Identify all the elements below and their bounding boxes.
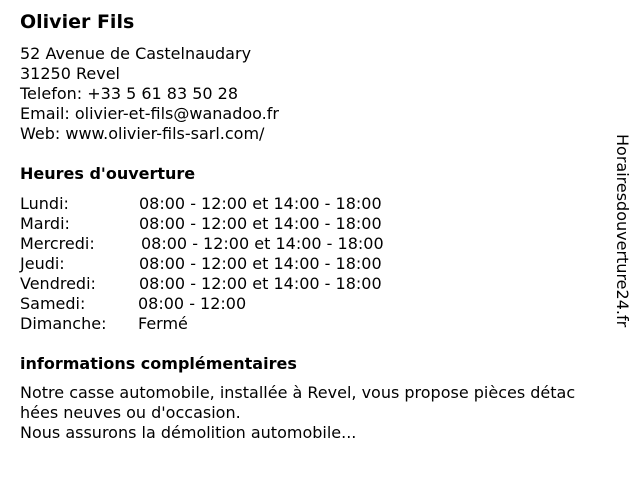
contact-block <box>20 44 279 144</box>
business-name: Olivier Fils <box>20 11 135 33</box>
day-label: Samedi: <box>20 294 86 313</box>
day-hours: 08:00 - 12:00 et 14:00 - 18:00 <box>139 214 382 233</box>
day-hours: 08:00 - 12:00 et 14:00 - 18:00 <box>139 194 382 213</box>
info-line: hées neuves ou d'occasion. <box>20 403 241 422</box>
address-city: 31250 Revel <box>20 64 120 83</box>
day-label: Mardi: <box>20 214 70 233</box>
day-hours: 08:00 - 12:00 <box>138 294 247 313</box>
day-hours: Fermé <box>138 314 188 333</box>
day-label: Vendredi: <box>20 274 96 293</box>
additional-info-heading: informations complémentaires <box>20 354 297 373</box>
day-hours: 08:00 - 12:00 et 14:00 - 18:00 <box>139 254 382 273</box>
day-label: Mercredi: <box>20 234 95 253</box>
phone-line: Telefon: +33 5 61 83 50 28 <box>20 84 239 103</box>
info-line: Notre casse automobile, installée à Revel, vous propose pièces détac <box>20 383 576 402</box>
day-label: Lundi: <box>20 194 69 213</box>
address-street: 52 Avenue de Castelnaudary <box>20 44 252 63</box>
website-line: Web: www.olivier-fils-sarl.com/ <box>20 124 265 143</box>
additional-info-text <box>20 383 620 443</box>
day-hours: 08:00 - 12:00 et 14:00 - 18:00 <box>141 234 384 253</box>
opening-hours-heading: Heures d'ouverture <box>20 164 196 183</box>
site-watermark: Horairesdouverture24.fr <box>613 134 632 328</box>
day-label: Dimanche: <box>20 314 107 333</box>
day-hours: 08:00 - 12:00 et 14:00 - 18:00 <box>139 274 382 293</box>
day-label: Jeudi: <box>20 254 65 273</box>
email-line: Email: olivier-et-fils@wanadoo.fr <box>20 104 279 123</box>
info-line: Nous assurons la démolition automobile... <box>20 423 357 442</box>
